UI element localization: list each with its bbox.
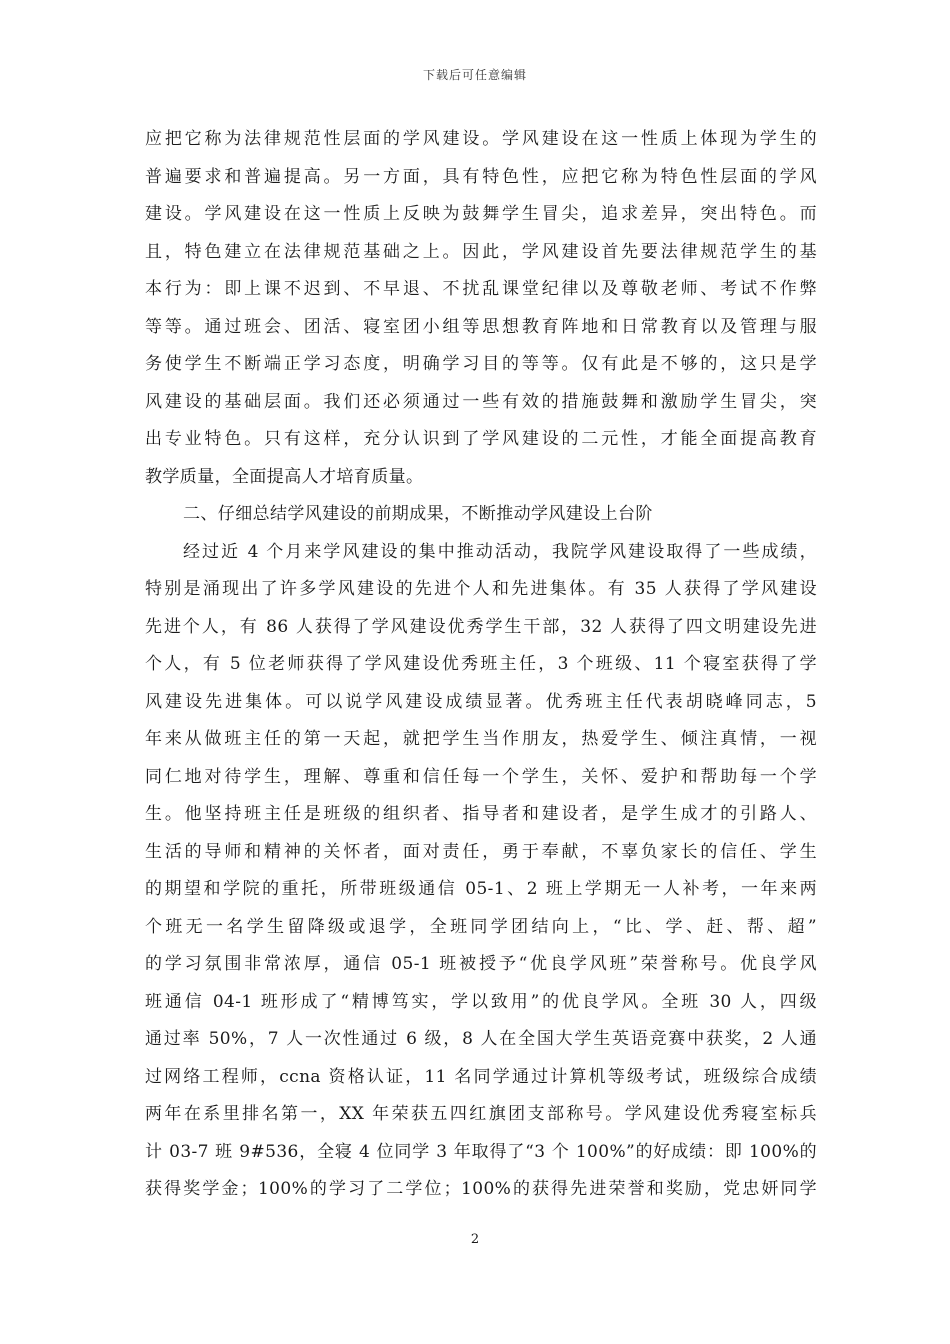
text-line: 个人，有 5 位老师获得了学风建设优秀班主任，3 个班级、11 个寝室获得了学 (145, 654, 817, 674)
text-line: 获得奖学金；100%的学习了二学位；100%的获得先进荣誉和奖励，党忠妍同学 (145, 1179, 817, 1199)
text-line: 风建设先进集体。可以说学风建设成绩显著。优秀班主任代表胡晓峰同志，5 (145, 691, 817, 712)
text-line: 先进个人，有 86 人获得了学风建设优秀学生干部，32 人获得了四文明建设先进 (145, 616, 817, 637)
text-line: 务使学生不断端正学习态度，明确学习目的等等。仅有此是不够的，这只是学 (145, 354, 817, 374)
text-line: 个班无一名学生留降级或退学，全班同学团结向上，“比、学、赶、帮、超” (145, 916, 817, 937)
page-number: 2 (470, 1232, 480, 1247)
text-line: 应把它称为法律规范性层面的学风建设。学风建设在这一性质上体现为学生的 (145, 129, 817, 149)
text-line: 生活的导师和精神的关怀者，面对责任，勇于奉献，不辜负家长的信任、学生 (145, 841, 817, 862)
text-line: 同仁地对待学生，理解、尊重和信任每一个学生，关怀、爱护和帮助每一个学 (145, 766, 817, 787)
text-line: 的期望和学院的重托，所带班级通信 05-1、2 班上学期无一人补考，一年来两 (145, 879, 817, 899)
text-line: 且，特色建立在法律规范基础之上。因此，学风建设首先要法律规范学生的基 (145, 241, 817, 262)
text-line: 教学质量，全面提高人才培育质量。 (145, 466, 424, 487)
text-line: 年来从做班主任的第一天起，就把学生当作朋友，热爱学生、倾注真情，一视 (145, 729, 817, 749)
page-header: 下载后可任意编辑 (422, 68, 527, 82)
text-line: 通过率 50%，7 人一次性通过 6 级，8 人在全国大学生英语竞赛中获奖，2 人通 (145, 1029, 817, 1049)
text-line: 过网络工程师，ccna 资格认证，11 名同学通过计算机等级考试，班级综合成绩 (145, 1066, 817, 1087)
text-line: 班通信 04-1 班形成了“精博笃实，学以致用”的优良学风。全班 30 人，四级 (145, 991, 817, 1012)
text-line: 出专业特色。只有这样，充分认识到了学风建设的二元性，才能全面提高教育 (145, 429, 817, 449)
text-line: 建设。学风建设在这一性质上反映为鼓舞学生冒尖，追求差异，突出特色。而 (145, 204, 817, 224)
text-line: 经过近 4 个月来学风建设的集中推动活动，我院学风建设取得了一些成绩， (183, 541, 817, 562)
section-heading: 二、仔细总结学风建设的前期成果，不断推动学风建设上台阶 (183, 504, 653, 524)
text-line: 等等。通过班会、团活、寝室团小组等思想教育阵地和日常教育以及管理与服 (145, 316, 817, 337)
text-line: 两年在系里排名第一，XX 年荣获五四红旗团支部称号。学风建设优秀寝室标兵 (145, 1104, 817, 1124)
text-line: 普遍要求和普遍提高。另一方面，具有特色性，应把它称为特色性层面的学风 (145, 166, 817, 187)
text-line: 特别是涌现出了许多学风建设的先进个人和先进集体。有 35 人获得了学风建设 (145, 579, 817, 599)
text-line: 风建设的基础层面。我们还必须通过一些有效的措施鼓舞和激励学生冒尖，突 (145, 391, 817, 412)
document-body (145, 121, 817, 1209)
text-line: 生。他坚持班主任是班级的组织者、指导者和建设者，是学生成才的引路人、 (145, 804, 817, 824)
text-line: 计 03-7 班 9#536，全寝 4 位同学 3 年取得了“3 个 100%”的好成绩：即 100%的 (145, 1141, 817, 1162)
text-line: 本行为：即上课不迟到、不早退、不扰乱课堂纪律以及尊敬老师、考试不作弊 (145, 279, 817, 299)
text-line: 的学习氛围非常浓厚，通信 05-1 班被授予“优良学风班”荣誉称号。优良学风 (145, 954, 817, 974)
